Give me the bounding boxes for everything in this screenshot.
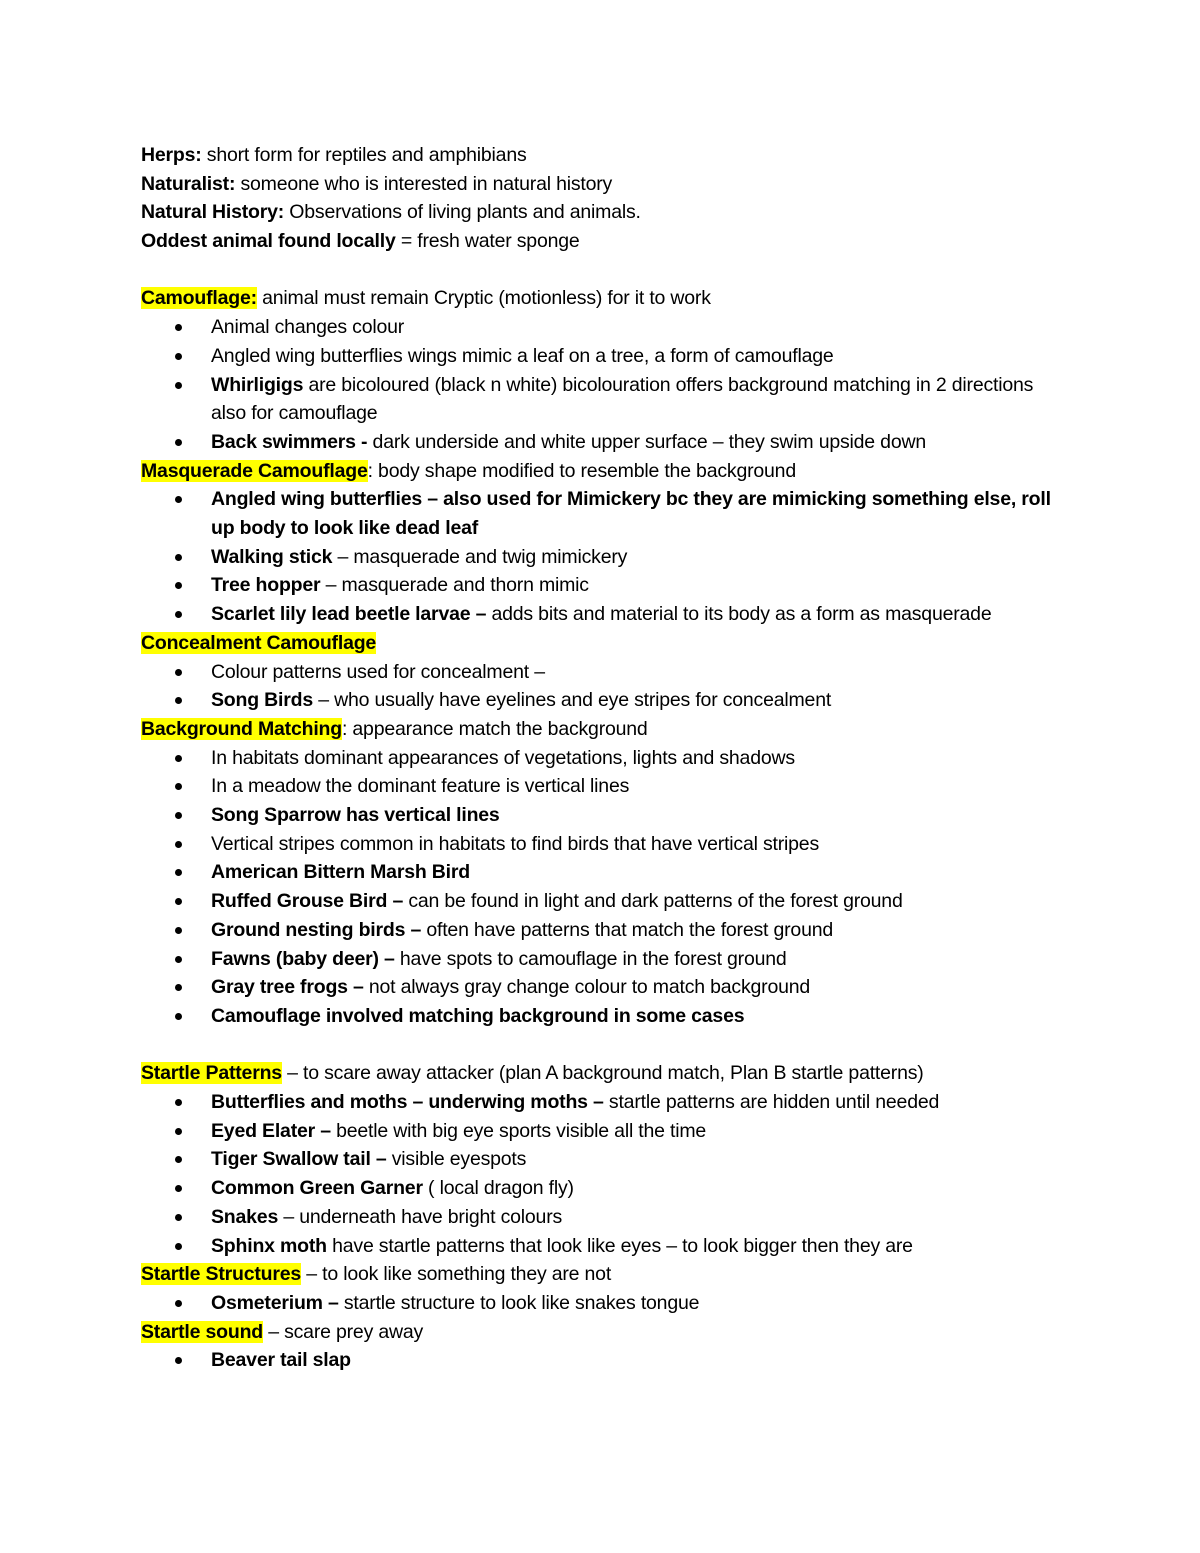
list-item: [141, 428, 1061, 457]
list-item: [141, 313, 1061, 342]
list-item: [141, 1002, 1061, 1031]
item-text: ( local dragon fly): [422, 1177, 574, 1200]
section-heading-line: [141, 715, 1061, 744]
item-bold: Snakes: [211, 1205, 279, 1228]
item-bold: Song Birds: [211, 689, 314, 712]
item-text: – masquerade and twig mimickery: [332, 545, 628, 568]
list-item: [141, 858, 1061, 887]
section-startle-sound: [141, 1318, 1061, 1375]
definition-line: [141, 170, 1061, 199]
section-description: – to scare away attacker (plan A background match, Plan B startle patterns): [281, 1062, 924, 1085]
item-text: Vertical stripes common in habitats to find birds that have vertical stripes: [211, 832, 820, 855]
list-item: [141, 1289, 1061, 1318]
section-description: – to look like something they are not: [301, 1263, 612, 1286]
item-text: – underneath have bright colours: [278, 1205, 563, 1228]
bullet-list: [141, 313, 1061, 457]
definition-term: Oddest animal found locally: [141, 230, 396, 253]
section-heading: Concealment Camouflage: [141, 631, 377, 654]
bullet-list: [141, 658, 1061, 715]
item-bold: Back swimmers -: [211, 430, 368, 453]
section-heading-line: [141, 1260, 1061, 1289]
list-item: [141, 973, 1061, 1002]
section-heading-line: [141, 284, 1061, 313]
document-page: [141, 141, 1061, 1375]
item-text: – who usually have eyelines and eye stripes for concealment: [313, 689, 832, 712]
list-item: [141, 1203, 1061, 1232]
item-text: startle structure to look like snakes tongue: [338, 1291, 700, 1314]
list-item: [141, 1088, 1061, 1117]
list-item: [141, 1174, 1061, 1203]
definition-text: = fresh water sponge: [395, 230, 580, 253]
section-heading: Startle Structures: [141, 1263, 302, 1286]
section-camouflage: [141, 284, 1061, 456]
item-bold: Sphinx moth: [211, 1234, 327, 1257]
item-bold: Tiger Swallow tail –: [211, 1148, 387, 1171]
item-bold: Fawns (baby deer) –: [211, 947, 395, 970]
section-heading-line: [141, 1059, 1061, 1088]
list-item: [141, 686, 1061, 715]
item-bold: Song Sparrow has vertical lines: [211, 804, 500, 827]
item-text: Angled wing butterflies wings mimic a leaf on a tree, a form of camouflage: [211, 344, 834, 367]
list-item: [141, 485, 1061, 542]
section-description: animal must remain Cryptic (motionless) for it to work: [256, 287, 711, 310]
item-bold: Osmeterium –: [211, 1291, 339, 1314]
item-bold: Common Green Garner: [211, 1177, 423, 1200]
list-item: [141, 371, 1061, 428]
section-startle-structures: [141, 1260, 1061, 1317]
section-concealment-camouflage: [141, 629, 1061, 715]
item-text: not always gray change colour to match background: [363, 976, 811, 999]
item-bold: Gray tree frogs –: [211, 976, 364, 999]
section-masquerade-camouflage: [141, 457, 1061, 629]
section-background-matching: [141, 715, 1061, 1031]
bullet-list: [141, 1088, 1061, 1260]
item-bold: Tree hopper: [211, 574, 321, 597]
item-bold: American Bittern Marsh Bird: [211, 861, 470, 884]
spacer: [141, 1031, 1061, 1060]
list-item: [141, 1232, 1061, 1261]
definition-term: Naturalist:: [141, 172, 236, 195]
list-item: [141, 945, 1061, 974]
item-text: have startle patterns that look like eyes – to look bigger then they are: [326, 1234, 913, 1257]
item-text: dark underside and white upper surface – they swim upside down: [367, 430, 926, 453]
section-heading: Startle Patterns: [141, 1062, 282, 1085]
item-text: are bicoloured (black n white) bicolouration offers background matching in 2 directions also for camouflage: [211, 373, 1034, 425]
section-description: appearance match the background: [347, 717, 648, 740]
definitions-block: [141, 141, 1061, 256]
item-bold: Walking stick: [211, 545, 333, 568]
definition-term: Herps:: [141, 144, 202, 166]
definition-term: Natural History:: [141, 201, 285, 224]
item-bold: Whirligigs: [211, 373, 304, 396]
item-bold: Butterflies and moths – underwing moths –: [211, 1091, 604, 1114]
bullet-list: [141, 1346, 1061, 1375]
definition-text: someone who is interested in natural history: [235, 172, 613, 195]
item-text: Colour patterns used for concealment –: [211, 660, 545, 683]
definition-line: [141, 227, 1061, 256]
list-item: [141, 744, 1061, 773]
list-item: [141, 1145, 1061, 1174]
item-text: adds bits and material to its body as a form as masquerade: [486, 603, 992, 626]
item-text: In a meadow the dominant feature is vertical lines: [211, 775, 630, 798]
item-text: Animal changes colour: [211, 316, 405, 339]
list-item: [141, 1346, 1061, 1375]
list-item: [141, 887, 1061, 916]
section-heading: Masquerade Camouflage: [141, 459, 368, 482]
item-text: – masquerade and thorn mimic: [320, 574, 589, 597]
list-item: [141, 342, 1061, 371]
section-heading-tail: :: [341, 717, 348, 740]
item-bold: Camouflage involved matching background in some cases: [211, 1004, 745, 1027]
list-item: [141, 801, 1061, 830]
item-text: often have patterns that match the forest ground: [421, 918, 834, 941]
list-item: [141, 658, 1061, 687]
bullet-list: [141, 1289, 1061, 1318]
section-heading: Camouflage:: [141, 287, 257, 310]
section-startle-patterns: [141, 1059, 1061, 1260]
item-text: In habitats dominant appearances of vegetations, lights and shadows: [211, 746, 795, 769]
item-text: startle patterns are hidden until needed: [603, 1091, 940, 1114]
item-bold: Ground nesting birds –: [211, 918, 422, 941]
definition-line: [141, 198, 1061, 227]
section-description: – scare prey away: [263, 1320, 424, 1343]
definition-text: Observations of living plants and animals.: [284, 201, 641, 224]
list-item: [141, 1117, 1061, 1146]
section-heading-line: [141, 457, 1061, 486]
section-heading: Startle sound: [141, 1320, 263, 1343]
definition-text: short form for reptiles and amphibians: [201, 144, 527, 166]
list-item: [141, 543, 1061, 572]
item-text: have spots to camouflage in the forest ground: [394, 947, 787, 970]
bullet-list: [141, 485, 1061, 629]
section-heading-tail: :: [367, 459, 373, 482]
item-bold: Ruffed Grouse Bird –: [211, 890, 404, 913]
section-heading-line: [141, 1318, 1061, 1347]
list-item: [141, 772, 1061, 801]
section-heading: Background Matching: [141, 717, 342, 740]
list-item: [141, 916, 1061, 945]
section-description: body shape modified to resemble the background: [372, 459, 796, 482]
item-bold: Beaver tail slap: [211, 1349, 351, 1372]
item-bold: Scarlet lily lead beetle larvae –: [211, 603, 487, 626]
item-text: visible eyespots: [386, 1148, 527, 1171]
bullet-list: [141, 744, 1061, 1031]
item-text: beetle with big eye sports visible all the time: [330, 1119, 707, 1142]
list-item: [141, 571, 1061, 600]
definition-line: [141, 141, 1061, 170]
list-item: [141, 600, 1061, 629]
item-text: can be found in light and dark patterns of the forest ground: [403, 890, 903, 913]
list-item: [141, 830, 1061, 859]
spacer: [141, 256, 1061, 285]
item-bold: Angled wing butterflies – also used for Mimickery bc they are mimicking something else, roll up body to look like dead leaf: [211, 488, 1051, 540]
section-heading-line: [141, 629, 1061, 658]
item-bold: Eyed Elater –: [211, 1119, 331, 1142]
